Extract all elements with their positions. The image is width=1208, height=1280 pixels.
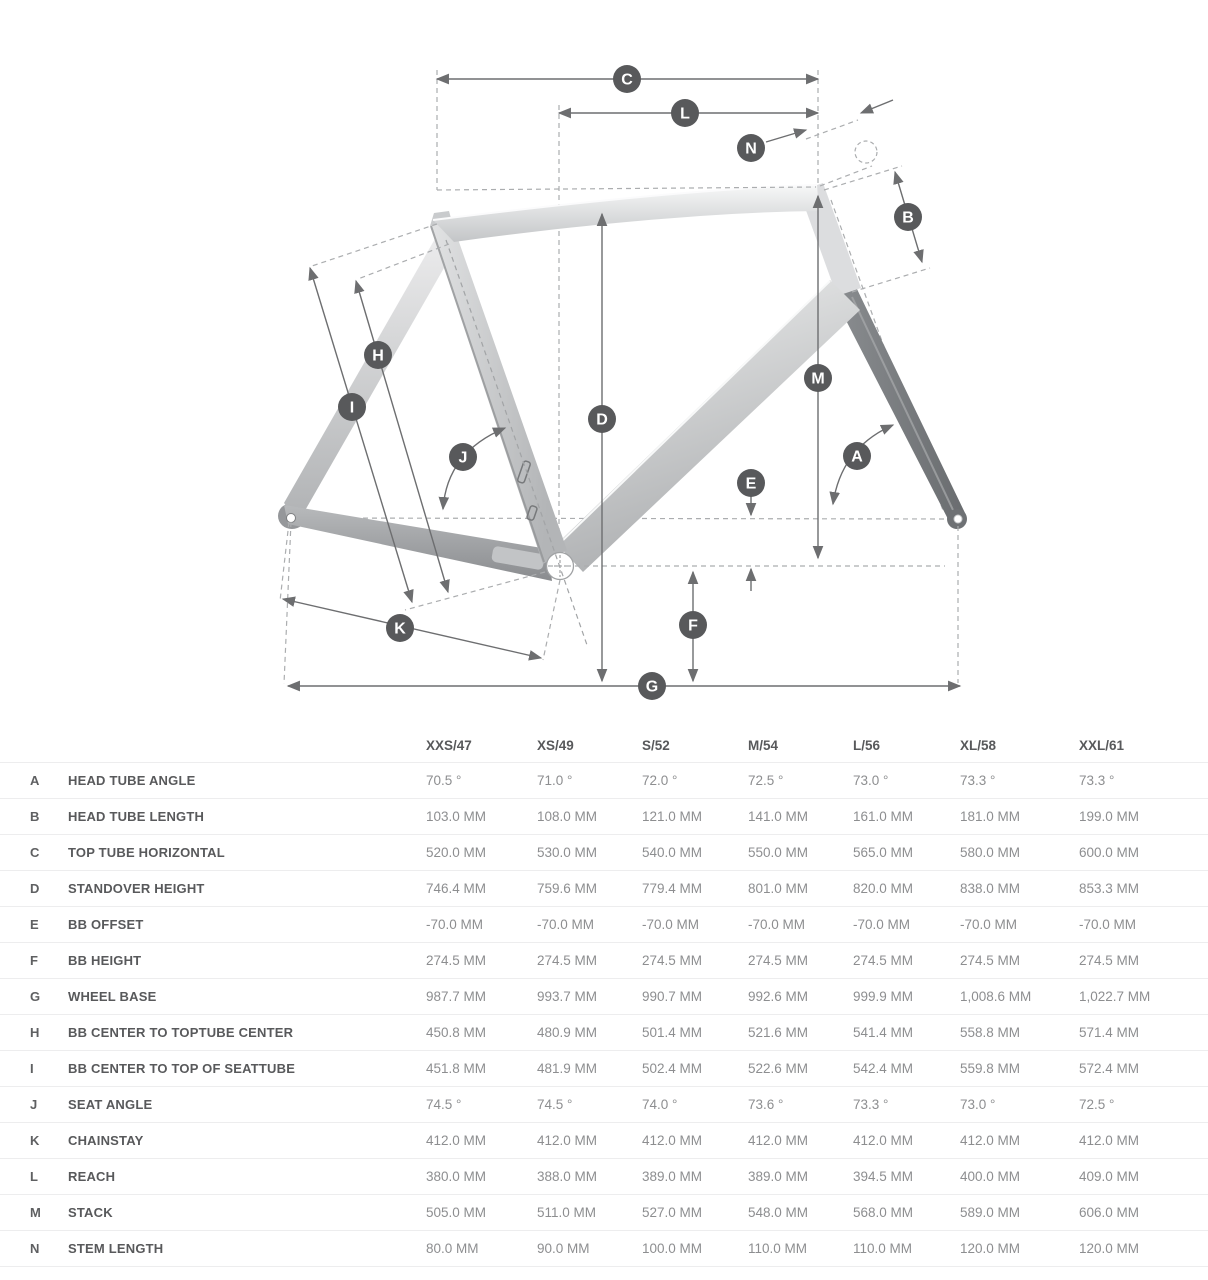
row-value: 274.5 MM xyxy=(853,953,914,968)
row-value: 73.0 ° xyxy=(853,773,889,788)
svg-text:M: M xyxy=(811,370,825,388)
row-letter: A xyxy=(30,773,40,788)
row-measure-name: TOP TUBE HORIZONTAL xyxy=(68,845,225,860)
size-column-header: XL/58 xyxy=(960,737,997,753)
row-value: 380.0 MM xyxy=(426,1169,487,1184)
row-value: 412.0 MM xyxy=(1079,1133,1140,1148)
size-column-header: L/56 xyxy=(853,737,881,753)
row-measure-name: STEM LENGTH xyxy=(68,1241,164,1256)
size-header-row xyxy=(0,728,1208,763)
row-value: 580.0 MM xyxy=(960,845,1021,860)
row-letter: F xyxy=(30,953,38,968)
row-value: 559.8 MM xyxy=(960,1061,1021,1076)
row-value: 110.0 MM xyxy=(853,1241,913,1256)
row-value: 274.5 MM xyxy=(960,953,1021,968)
row-value: 606.0 MM xyxy=(1079,1205,1140,1220)
row-value: -70.0 MM xyxy=(960,917,1018,932)
row-value: 70.5 ° xyxy=(426,773,462,788)
row-value: 511.0 MM xyxy=(537,1205,597,1220)
svg-text:I: I xyxy=(349,399,355,417)
svg-text:L: L xyxy=(680,105,690,123)
row-value: 412.0 MM xyxy=(537,1133,598,1148)
row-value: 481.9 MM xyxy=(537,1061,598,1076)
row-value: 565.0 MM xyxy=(853,845,914,860)
row-value: 412.0 MM xyxy=(748,1133,809,1148)
row-value: 520.0 MM xyxy=(426,845,487,860)
row-letter: N xyxy=(30,1241,40,1256)
row-value: 74.0 ° xyxy=(642,1097,678,1112)
row-value: 394.5 MM xyxy=(853,1169,914,1184)
dimension-lines xyxy=(283,79,960,686)
seat-tube xyxy=(430,222,567,564)
row-value: 451.8 MM xyxy=(426,1061,487,1076)
row-letter: I xyxy=(30,1061,34,1076)
row-value: 541.4 MM xyxy=(853,1025,914,1040)
row-value: 74.5 ° xyxy=(537,1097,573,1112)
row-value: 74.5 ° xyxy=(426,1097,462,1112)
row-value: 838.0 MM xyxy=(960,881,1021,896)
table-row xyxy=(0,835,1208,871)
geometry-table xyxy=(0,728,1208,1267)
row-letter: G xyxy=(30,989,41,1004)
row-letter: H xyxy=(30,1025,40,1040)
row-value: 530.0 MM xyxy=(537,845,598,860)
row-letter: C xyxy=(30,845,40,860)
svg-text:E: E xyxy=(745,475,757,493)
front-axle-hole xyxy=(954,515,962,523)
fork-blade xyxy=(834,287,966,523)
svg-text:K: K xyxy=(394,620,406,638)
table-row xyxy=(0,871,1208,907)
row-value: 73.3 ° xyxy=(853,1097,889,1112)
row-value: 779.4 MM xyxy=(642,881,703,896)
row-letter: E xyxy=(30,917,39,932)
dimension-markers xyxy=(338,65,922,700)
row-value: 274.5 MM xyxy=(537,953,598,968)
size-column-header: XXS/47 xyxy=(426,737,472,753)
row-value: 540.0 MM xyxy=(642,845,703,860)
svg-text:J: J xyxy=(458,449,468,467)
row-value: 73.3 ° xyxy=(960,773,996,788)
row-value: 571.4 MM xyxy=(1079,1025,1140,1040)
svg-text:D: D xyxy=(596,411,608,429)
marker-g xyxy=(638,672,666,700)
row-value: 572.4 MM xyxy=(1079,1061,1140,1076)
row-value: 161.0 MM xyxy=(853,809,914,824)
handlebar-clamp-outline xyxy=(855,141,877,163)
row-value: 480.9 MM xyxy=(537,1025,598,1040)
table-row xyxy=(0,943,1208,979)
size-column-header: S/52 xyxy=(642,737,670,753)
rear-axle-hole xyxy=(287,514,296,523)
marker-h xyxy=(364,341,392,369)
row-value: 550.0 MM xyxy=(748,845,809,860)
row-value: 412.0 MM xyxy=(960,1133,1021,1148)
row-value: 120.0 MM xyxy=(960,1241,1021,1256)
marker-f xyxy=(679,611,707,639)
size-column-header: M/54 xyxy=(748,737,779,753)
svg-text:B: B xyxy=(902,209,914,227)
row-value: 801.0 MM xyxy=(748,881,809,896)
dim-N-arrow-left xyxy=(766,130,806,142)
row-value: 999.9 MM xyxy=(853,989,914,1004)
table-row xyxy=(0,979,1208,1015)
row-measure-name: HEAD TUBE ANGLE xyxy=(68,773,196,788)
row-letter: J xyxy=(30,1097,38,1112)
row-value: 199.0 MM xyxy=(1079,809,1140,824)
row-value: 274.5 MM xyxy=(642,953,703,968)
svg-text:F: F xyxy=(688,617,698,635)
marker-i xyxy=(338,393,366,421)
row-value: -70.0 MM xyxy=(426,917,484,932)
seat-stay xyxy=(284,230,456,521)
row-measure-name: SEAT ANGLE xyxy=(68,1097,153,1112)
row-value: 274.5 MM xyxy=(426,953,487,968)
svg-text:G: G xyxy=(645,678,659,696)
table-row xyxy=(0,1231,1208,1267)
table-row xyxy=(0,907,1208,943)
dim-N-arrow-right xyxy=(861,100,893,113)
marker-b xyxy=(894,203,922,231)
row-measure-name: BB HEIGHT xyxy=(68,953,142,968)
table-row xyxy=(0,1087,1208,1123)
row-letter: D xyxy=(30,881,40,896)
row-value: 80.0 MM xyxy=(426,1241,479,1256)
table-row xyxy=(0,799,1208,835)
row-value: 501.4 MM xyxy=(642,1025,703,1040)
row-value: 72.5 ° xyxy=(1079,1097,1115,1112)
row-value: 1,008.6 MM xyxy=(960,989,1032,1004)
row-measure-name: BB OFFSET xyxy=(68,917,144,932)
row-value: 121.0 MM xyxy=(642,809,703,824)
row-value: 1,022.7 MM xyxy=(1079,989,1151,1004)
svg-text:H: H xyxy=(372,347,384,365)
row-value: 103.0 MM xyxy=(426,809,487,824)
row-value: 412.0 MM xyxy=(642,1133,703,1148)
row-measure-name: BB CENTER TO TOP OF SEATTUBE xyxy=(68,1061,296,1076)
row-value: 993.7 MM xyxy=(537,989,598,1004)
row-value: -70.0 MM xyxy=(853,917,911,932)
marker-l xyxy=(671,99,699,127)
row-value: 274.5 MM xyxy=(748,953,809,968)
row-value: 181.0 MM xyxy=(960,809,1021,824)
marker-e xyxy=(737,469,765,497)
size-column-header: XS/49 xyxy=(537,737,574,753)
row-value: 409.0 MM xyxy=(1079,1169,1140,1184)
row-value: -70.0 MM xyxy=(748,917,806,932)
fork-highlight xyxy=(852,297,953,510)
row-value: 568.0 MM xyxy=(853,1205,914,1220)
row-value: 100.0 MM xyxy=(642,1241,703,1256)
row-letter: K xyxy=(30,1133,40,1148)
row-value: 71.0 ° xyxy=(537,773,573,788)
marker-j xyxy=(449,443,477,471)
marker-n xyxy=(737,134,765,162)
row-value: 542.4 MM xyxy=(853,1061,914,1076)
table-row xyxy=(0,763,1208,799)
row-value: 521.6 MM xyxy=(748,1025,809,1040)
row-value: 990.7 MM xyxy=(642,989,703,1004)
row-value: 110.0 MM xyxy=(748,1241,808,1256)
dim-J-seat-angle-arc xyxy=(443,428,505,509)
chain-stay xyxy=(284,505,552,581)
row-value: 589.0 MM xyxy=(960,1205,1021,1220)
row-value: 505.0 MM xyxy=(426,1205,487,1220)
row-letter: L xyxy=(30,1169,38,1184)
row-measure-name: BB CENTER TO TOPTUBE CENTER xyxy=(68,1025,294,1040)
row-measure-name: WHEEL BASE xyxy=(68,989,157,1004)
row-value: 389.0 MM xyxy=(748,1169,809,1184)
row-value: 389.0 MM xyxy=(642,1169,703,1184)
seattube-edge xyxy=(431,226,544,562)
svg-text:C: C xyxy=(621,71,633,89)
row-value: 987.7 MM xyxy=(426,989,487,1004)
table-row xyxy=(0,1051,1208,1087)
marker-d xyxy=(588,405,616,433)
row-measure-name: STANDOVER HEIGHT xyxy=(68,881,205,896)
row-value: 141.0 MM xyxy=(748,809,809,824)
row-value: -70.0 MM xyxy=(642,917,700,932)
row-value: 820.0 MM xyxy=(853,881,914,896)
table-row xyxy=(0,1123,1208,1159)
row-value: 388.0 MM xyxy=(537,1169,598,1184)
row-value: 73.0 ° xyxy=(960,1097,996,1112)
row-value: 400.0 MM xyxy=(960,1169,1021,1184)
row-value: 746.4 MM xyxy=(426,881,487,896)
marker-c xyxy=(613,65,641,93)
row-measure-name: REACH xyxy=(68,1169,116,1184)
row-value: 73.3 ° xyxy=(1079,773,1115,788)
row-value: 759.6 MM xyxy=(537,881,598,896)
size-column-header: XXL/61 xyxy=(1079,737,1125,753)
row-measure-name: STACK xyxy=(68,1205,113,1220)
construction-lines-front xyxy=(280,70,958,684)
row-value: 72.5 ° xyxy=(748,773,784,788)
svg-text:N: N xyxy=(745,140,757,158)
geometry-table-body xyxy=(0,763,1208,1267)
row-value: 120.0 MM xyxy=(1079,1241,1140,1256)
row-value: 412.0 MM xyxy=(853,1133,914,1148)
row-value: 502.4 MM xyxy=(642,1061,703,1076)
row-value: 90.0 MM xyxy=(537,1241,590,1256)
row-value: 600.0 MM xyxy=(1079,845,1140,860)
row-value: -70.0 MM xyxy=(537,917,595,932)
row-letter: M xyxy=(30,1205,41,1220)
marker-k xyxy=(386,614,414,642)
row-value: 527.0 MM xyxy=(642,1205,703,1220)
row-value: 450.8 MM xyxy=(426,1025,487,1040)
row-value: 558.8 MM xyxy=(960,1025,1021,1040)
row-value: 992.6 MM xyxy=(748,989,809,1004)
row-value: 853.3 MM xyxy=(1079,881,1140,896)
marker-a xyxy=(843,442,871,470)
row-value: -70.0 MM xyxy=(1079,917,1137,932)
row-value: 73.6 ° xyxy=(748,1097,784,1112)
row-value: 108.0 MM xyxy=(537,809,598,824)
row-value: 548.0 MM xyxy=(748,1205,809,1220)
svg-text:A: A xyxy=(851,448,863,466)
row-value: 412.0 MM xyxy=(426,1133,487,1148)
table-row xyxy=(0,1015,1208,1051)
row-letter: B xyxy=(30,809,40,824)
marker-m xyxy=(804,364,832,392)
row-value: 274.5 MM xyxy=(1079,953,1140,968)
row-measure-name: CHAINSTAY xyxy=(68,1133,144,1148)
row-measure-name: HEAD TUBE LENGTH xyxy=(68,809,205,824)
row-value: 522.6 MM xyxy=(748,1061,809,1076)
table-row xyxy=(0,1195,1208,1231)
row-value: 72.0 ° xyxy=(642,773,678,788)
table-row xyxy=(0,1159,1208,1195)
